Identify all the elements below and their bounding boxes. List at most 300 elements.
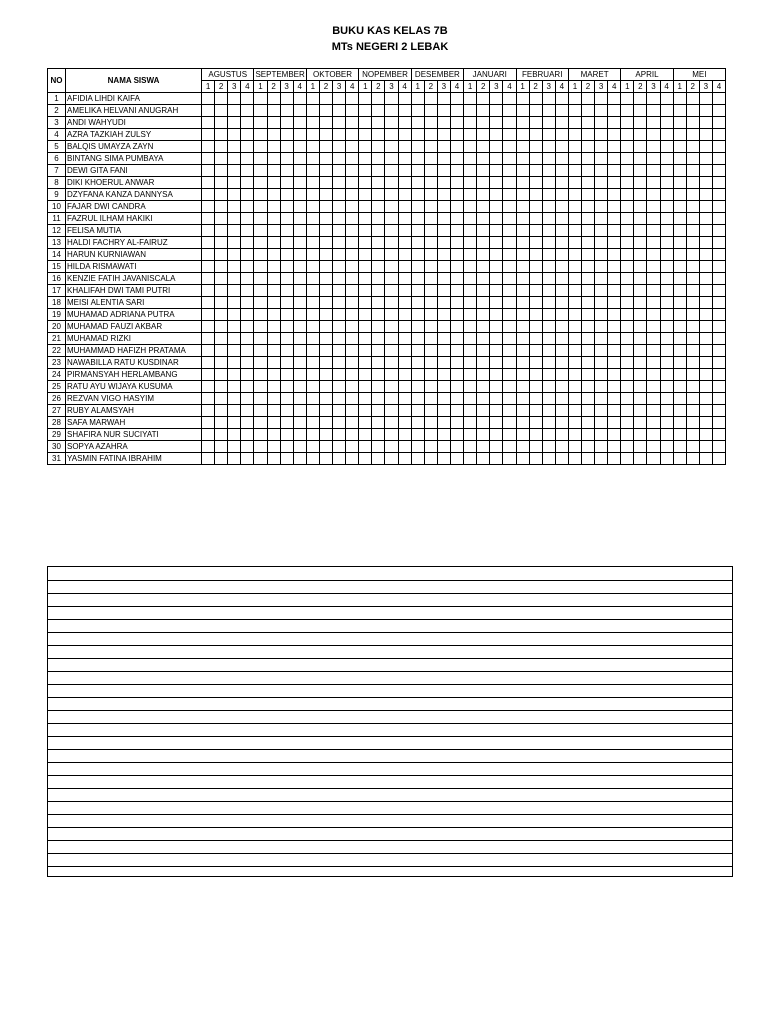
- payment-cell[interactable]: [595, 297, 608, 309]
- payment-cell[interactable]: [529, 189, 542, 201]
- payment-cell[interactable]: [306, 165, 319, 177]
- payment-cell[interactable]: [712, 225, 725, 237]
- payment-cell[interactable]: [686, 345, 699, 357]
- payment-cell[interactable]: [215, 405, 228, 417]
- payment-cell[interactable]: [424, 225, 437, 237]
- payment-cell[interactable]: [359, 141, 372, 153]
- payment-cell[interactable]: [215, 369, 228, 381]
- payment-cell[interactable]: [542, 405, 555, 417]
- payment-cell[interactable]: [306, 93, 319, 105]
- payment-cell[interactable]: [529, 105, 542, 117]
- payment-cell[interactable]: [424, 285, 437, 297]
- payment-cell[interactable]: [555, 345, 568, 357]
- payment-cell[interactable]: [346, 441, 359, 453]
- payment-cell[interactable]: [424, 249, 437, 261]
- payment-cell[interactable]: [712, 117, 725, 129]
- payment-cell[interactable]: [712, 369, 725, 381]
- payment-cell[interactable]: [516, 381, 529, 393]
- payment-cell[interactable]: [568, 129, 581, 141]
- payment-cell[interactable]: [437, 453, 450, 465]
- payment-cell[interactable]: [647, 237, 660, 249]
- payment-cell[interactable]: [398, 357, 411, 369]
- payment-cell[interactable]: [254, 345, 267, 357]
- payment-cell[interactable]: [333, 333, 346, 345]
- payment-cell[interactable]: [398, 309, 411, 321]
- payment-cell[interactable]: [450, 141, 463, 153]
- payment-cell[interactable]: [346, 201, 359, 213]
- payment-cell[interactable]: [241, 297, 254, 309]
- payment-cell[interactable]: [202, 357, 215, 369]
- payment-cell[interactable]: [673, 309, 686, 321]
- payment-cell[interactable]: [306, 189, 319, 201]
- payment-cell[interactable]: [712, 153, 725, 165]
- payment-cell[interactable]: [398, 369, 411, 381]
- payment-cell[interactable]: [634, 429, 647, 441]
- payment-cell[interactable]: [359, 117, 372, 129]
- payment-cell[interactable]: [477, 345, 490, 357]
- payment-cell[interactable]: [660, 321, 673, 333]
- payment-cell[interactable]: [608, 129, 621, 141]
- payment-cell[interactable]: [319, 237, 332, 249]
- payment-cell[interactable]: [673, 297, 686, 309]
- payment-cell[interactable]: [450, 357, 463, 369]
- payment-cell[interactable]: [346, 393, 359, 405]
- payment-cell[interactable]: [202, 237, 215, 249]
- payment-cell[interactable]: [372, 369, 385, 381]
- payment-cell[interactable]: [490, 225, 503, 237]
- payment-cell[interactable]: [424, 93, 437, 105]
- payment-cell[interactable]: [254, 453, 267, 465]
- payment-cell[interactable]: [542, 105, 555, 117]
- payment-cell[interactable]: [647, 189, 660, 201]
- payment-cell[interactable]: [254, 153, 267, 165]
- payment-cell[interactable]: [568, 369, 581, 381]
- payment-cell[interactable]: [267, 441, 280, 453]
- payment-cell[interactable]: [503, 225, 516, 237]
- payment-cell[interactable]: [450, 105, 463, 117]
- payment-cell[interactable]: [280, 177, 293, 189]
- payment-cell[interactable]: [333, 165, 346, 177]
- payment-cell[interactable]: [581, 369, 594, 381]
- payment-cell[interactable]: [215, 285, 228, 297]
- payment-cell[interactable]: [464, 297, 477, 309]
- payment-cell[interactable]: [464, 189, 477, 201]
- payment-cell[interactable]: [477, 165, 490, 177]
- payment-cell[interactable]: [306, 309, 319, 321]
- payment-cell[interactable]: [437, 285, 450, 297]
- payment-cell[interactable]: [254, 441, 267, 453]
- payment-cell[interactable]: [608, 441, 621, 453]
- payment-cell[interactable]: [372, 453, 385, 465]
- payment-cell[interactable]: [241, 93, 254, 105]
- payment-cell[interactable]: [411, 357, 424, 369]
- payment-cell[interactable]: [568, 285, 581, 297]
- payment-cell[interactable]: [699, 453, 712, 465]
- payment-cell[interactable]: [595, 369, 608, 381]
- payment-cell[interactable]: [424, 453, 437, 465]
- payment-cell[interactable]: [241, 117, 254, 129]
- payment-cell[interactable]: [228, 417, 241, 429]
- payment-cell[interactable]: [254, 201, 267, 213]
- payment-cell[interactable]: [699, 129, 712, 141]
- payment-cell[interactable]: [293, 321, 306, 333]
- payment-cell[interactable]: [319, 417, 332, 429]
- payment-cell[interactable]: [699, 429, 712, 441]
- payment-cell[interactable]: [437, 141, 450, 153]
- payment-cell[interactable]: [529, 417, 542, 429]
- payment-cell[interactable]: [555, 381, 568, 393]
- payment-cell[interactable]: [319, 177, 332, 189]
- payment-cell[interactable]: [228, 321, 241, 333]
- payment-cell[interactable]: [503, 273, 516, 285]
- payment-cell[interactable]: [542, 117, 555, 129]
- payment-cell[interactable]: [202, 321, 215, 333]
- payment-cell[interactable]: [477, 93, 490, 105]
- payment-cell[interactable]: [306, 105, 319, 117]
- payment-cell[interactable]: [450, 249, 463, 261]
- payment-cell[interactable]: [516, 369, 529, 381]
- payment-cell[interactable]: [398, 417, 411, 429]
- payment-cell[interactable]: [306, 333, 319, 345]
- payment-cell[interactable]: [568, 297, 581, 309]
- payment-cell[interactable]: [424, 213, 437, 225]
- payment-cell[interactable]: [215, 177, 228, 189]
- payment-cell[interactable]: [267, 333, 280, 345]
- payment-cell[interactable]: [608, 213, 621, 225]
- payment-cell[interactable]: [437, 237, 450, 249]
- payment-cell[interactable]: [333, 321, 346, 333]
- payment-cell[interactable]: [359, 417, 372, 429]
- payment-cell[interactable]: [437, 225, 450, 237]
- payment-cell[interactable]: [280, 93, 293, 105]
- payment-cell[interactable]: [333, 417, 346, 429]
- payment-cell[interactable]: [424, 117, 437, 129]
- payment-cell[interactable]: [241, 369, 254, 381]
- payment-cell[interactable]: [581, 357, 594, 369]
- payment-cell[interactable]: [464, 225, 477, 237]
- payment-cell[interactable]: [660, 177, 673, 189]
- payment-cell[interactable]: [621, 429, 634, 441]
- payment-cell[interactable]: [673, 453, 686, 465]
- payment-cell[interactable]: [529, 261, 542, 273]
- payment-cell[interactable]: [319, 369, 332, 381]
- payment-cell[interactable]: [529, 453, 542, 465]
- payment-cell[interactable]: [437, 393, 450, 405]
- payment-cell[interactable]: [490, 381, 503, 393]
- payment-cell[interactable]: [346, 153, 359, 165]
- payment-cell[interactable]: [241, 261, 254, 273]
- payment-cell[interactable]: [359, 381, 372, 393]
- payment-cell[interactable]: [477, 249, 490, 261]
- payment-cell[interactable]: [411, 141, 424, 153]
- payment-cell[interactable]: [464, 93, 477, 105]
- payment-cell[interactable]: [241, 105, 254, 117]
- payment-cell[interactable]: [712, 93, 725, 105]
- payment-cell[interactable]: [398, 129, 411, 141]
- payment-cell[interactable]: [241, 201, 254, 213]
- payment-cell[interactable]: [503, 369, 516, 381]
- payment-cell[interactable]: [372, 249, 385, 261]
- payment-cell[interactable]: [516, 249, 529, 261]
- payment-cell[interactable]: [673, 369, 686, 381]
- payment-cell[interactable]: [503, 345, 516, 357]
- payment-cell[interactable]: [215, 237, 228, 249]
- payment-cell[interactable]: [529, 225, 542, 237]
- payment-cell[interactable]: [568, 105, 581, 117]
- payment-cell[interactable]: [372, 225, 385, 237]
- payment-cell[interactable]: [293, 213, 306, 225]
- payment-cell[interactable]: [280, 129, 293, 141]
- payment-cell[interactable]: [228, 249, 241, 261]
- payment-cell[interactable]: [712, 189, 725, 201]
- payment-cell[interactable]: [595, 393, 608, 405]
- payment-cell[interactable]: [306, 429, 319, 441]
- payment-cell[interactable]: [359, 321, 372, 333]
- payment-cell[interactable]: [228, 165, 241, 177]
- payment-cell[interactable]: [437, 417, 450, 429]
- payment-cell[interactable]: [555, 321, 568, 333]
- payment-cell[interactable]: [490, 273, 503, 285]
- payment-cell[interactable]: [686, 441, 699, 453]
- payment-cell[interactable]: [411, 153, 424, 165]
- payment-cell[interactable]: [529, 249, 542, 261]
- payment-cell[interactable]: [647, 201, 660, 213]
- payment-cell[interactable]: [608, 105, 621, 117]
- payment-cell[interactable]: [581, 309, 594, 321]
- payment-cell[interactable]: [621, 117, 634, 129]
- payment-cell[interactable]: [306, 177, 319, 189]
- payment-cell[interactable]: [280, 417, 293, 429]
- payment-cell[interactable]: [346, 189, 359, 201]
- payment-cell[interactable]: [699, 333, 712, 345]
- payment-cell[interactable]: [686, 285, 699, 297]
- payment-cell[interactable]: [477, 381, 490, 393]
- payment-cell[interactable]: [516, 201, 529, 213]
- payment-cell[interactable]: [529, 177, 542, 189]
- payment-cell[interactable]: [477, 225, 490, 237]
- payment-cell[interactable]: [516, 441, 529, 453]
- payment-cell[interactable]: [647, 369, 660, 381]
- payment-cell[interactable]: [450, 285, 463, 297]
- payment-cell[interactable]: [372, 357, 385, 369]
- payment-cell[interactable]: [647, 225, 660, 237]
- payment-cell[interactable]: [647, 357, 660, 369]
- payment-cell[interactable]: [359, 393, 372, 405]
- payment-cell[interactable]: [529, 345, 542, 357]
- payment-cell[interactable]: [568, 405, 581, 417]
- payment-cell[interactable]: [450, 177, 463, 189]
- payment-cell[interactable]: [241, 345, 254, 357]
- payment-cell[interactable]: [280, 393, 293, 405]
- payment-cell[interactable]: [424, 429, 437, 441]
- payment-cell[interactable]: [529, 429, 542, 441]
- payment-cell[interactable]: [450, 225, 463, 237]
- payment-cell[interactable]: [621, 201, 634, 213]
- payment-cell[interactable]: [608, 417, 621, 429]
- payment-cell[interactable]: [477, 417, 490, 429]
- payment-cell[interactable]: [398, 93, 411, 105]
- payment-cell[interactable]: [673, 273, 686, 285]
- payment-cell[interactable]: [359, 297, 372, 309]
- payment-cell[interactable]: [686, 129, 699, 141]
- payment-cell[interactable]: [490, 189, 503, 201]
- payment-cell[interactable]: [411, 177, 424, 189]
- payment-cell[interactable]: [673, 345, 686, 357]
- payment-cell[interactable]: [280, 453, 293, 465]
- payment-cell[interactable]: [634, 309, 647, 321]
- payment-cell[interactable]: [359, 165, 372, 177]
- payment-cell[interactable]: [542, 393, 555, 405]
- payment-cell[interactable]: [673, 177, 686, 189]
- payment-cell[interactable]: [647, 297, 660, 309]
- payment-cell[interactable]: [464, 345, 477, 357]
- payment-cell[interactable]: [568, 309, 581, 321]
- payment-cell[interactable]: [215, 189, 228, 201]
- payment-cell[interactable]: [280, 321, 293, 333]
- payment-cell[interactable]: [437, 333, 450, 345]
- payment-cell[interactable]: [319, 405, 332, 417]
- payment-cell[interactable]: [280, 441, 293, 453]
- payment-cell[interactable]: [608, 273, 621, 285]
- payment-cell[interactable]: [673, 237, 686, 249]
- payment-cell[interactable]: [673, 285, 686, 297]
- payment-cell[interactable]: [215, 309, 228, 321]
- payment-cell[interactable]: [398, 237, 411, 249]
- payment-cell[interactable]: [385, 405, 398, 417]
- payment-cell[interactable]: [280, 405, 293, 417]
- payment-cell[interactable]: [215, 297, 228, 309]
- payment-cell[interactable]: [595, 429, 608, 441]
- payment-cell[interactable]: [542, 237, 555, 249]
- payment-cell[interactable]: [424, 381, 437, 393]
- payment-cell[interactable]: [280, 309, 293, 321]
- payment-cell[interactable]: [699, 309, 712, 321]
- payment-cell[interactable]: [595, 165, 608, 177]
- payment-cell[interactable]: [267, 153, 280, 165]
- payment-cell[interactable]: [411, 261, 424, 273]
- payment-cell[interactable]: [359, 153, 372, 165]
- payment-cell[interactable]: [477, 429, 490, 441]
- payment-cell[interactable]: [411, 441, 424, 453]
- payment-cell[interactable]: [477, 141, 490, 153]
- payment-cell[interactable]: [254, 357, 267, 369]
- payment-cell[interactable]: [464, 117, 477, 129]
- payment-cell[interactable]: [306, 285, 319, 297]
- payment-cell[interactable]: [568, 189, 581, 201]
- payment-cell[interactable]: [293, 141, 306, 153]
- payment-cell[interactable]: [608, 177, 621, 189]
- payment-cell[interactable]: [686, 261, 699, 273]
- payment-cell[interactable]: [581, 141, 594, 153]
- payment-cell[interactable]: [464, 405, 477, 417]
- payment-cell[interactable]: [503, 453, 516, 465]
- payment-cell[interactable]: [450, 309, 463, 321]
- payment-cell[interactable]: [450, 237, 463, 249]
- payment-cell[interactable]: [581, 285, 594, 297]
- payment-cell[interactable]: [254, 93, 267, 105]
- payment-cell[interactable]: [516, 237, 529, 249]
- payment-cell[interactable]: [398, 153, 411, 165]
- payment-cell[interactable]: [660, 357, 673, 369]
- payment-cell[interactable]: [686, 381, 699, 393]
- payment-cell[interactable]: [372, 441, 385, 453]
- payment-cell[interactable]: [634, 273, 647, 285]
- payment-cell[interactable]: [699, 213, 712, 225]
- payment-cell[interactable]: [516, 333, 529, 345]
- payment-cell[interactable]: [293, 117, 306, 129]
- payment-cell[interactable]: [503, 237, 516, 249]
- payment-cell[interactable]: [555, 129, 568, 141]
- payment-cell[interactable]: [385, 213, 398, 225]
- payment-cell[interactable]: [359, 93, 372, 105]
- payment-cell[interactable]: [490, 213, 503, 225]
- payment-cell[interactable]: [241, 405, 254, 417]
- payment-cell[interactable]: [529, 297, 542, 309]
- payment-cell[interactable]: [595, 273, 608, 285]
- payment-cell[interactable]: [228, 333, 241, 345]
- payment-cell[interactable]: [306, 117, 319, 129]
- payment-cell[interactable]: [385, 417, 398, 429]
- payment-cell[interactable]: [686, 333, 699, 345]
- payment-cell[interactable]: [385, 333, 398, 345]
- payment-cell[interactable]: [228, 381, 241, 393]
- payment-cell[interactable]: [359, 441, 372, 453]
- payment-cell[interactable]: [529, 285, 542, 297]
- payment-cell[interactable]: [254, 237, 267, 249]
- payment-cell[interactable]: [267, 117, 280, 129]
- payment-cell[interactable]: [647, 141, 660, 153]
- payment-cell[interactable]: [568, 441, 581, 453]
- payment-cell[interactable]: [215, 249, 228, 261]
- payment-cell[interactable]: [215, 165, 228, 177]
- payment-cell[interactable]: [660, 345, 673, 357]
- payment-cell[interactable]: [228, 261, 241, 273]
- payment-cell[interactable]: [254, 177, 267, 189]
- payment-cell[interactable]: [254, 333, 267, 345]
- payment-cell[interactable]: [608, 261, 621, 273]
- payment-cell[interactable]: [280, 273, 293, 285]
- payment-cell[interactable]: [542, 297, 555, 309]
- payment-cell[interactable]: [581, 393, 594, 405]
- payment-cell[interactable]: [490, 177, 503, 189]
- payment-cell[interactable]: [306, 369, 319, 381]
- payment-cell[interactable]: [660, 213, 673, 225]
- payment-cell[interactable]: [319, 429, 332, 441]
- payment-cell[interactable]: [424, 297, 437, 309]
- payment-cell[interactable]: [490, 393, 503, 405]
- payment-cell[interactable]: [319, 381, 332, 393]
- payment-cell[interactable]: [634, 369, 647, 381]
- payment-cell[interactable]: [202, 189, 215, 201]
- payment-cell[interactable]: [319, 393, 332, 405]
- payment-cell[interactable]: [660, 369, 673, 381]
- payment-cell[interactable]: [306, 273, 319, 285]
- payment-cell[interactable]: [595, 177, 608, 189]
- payment-cell[interactable]: [293, 441, 306, 453]
- payment-cell[interactable]: [529, 321, 542, 333]
- payment-cell[interactable]: [359, 285, 372, 297]
- payment-cell[interactable]: [346, 225, 359, 237]
- payment-cell[interactable]: [621, 285, 634, 297]
- payment-cell[interactable]: [333, 345, 346, 357]
- payment-cell[interactable]: [202, 129, 215, 141]
- payment-cell[interactable]: [699, 381, 712, 393]
- payment-cell[interactable]: [634, 249, 647, 261]
- payment-cell[interactable]: [503, 297, 516, 309]
- payment-cell[interactable]: [555, 369, 568, 381]
- payment-cell[interactable]: [424, 237, 437, 249]
- payment-cell[interactable]: [660, 393, 673, 405]
